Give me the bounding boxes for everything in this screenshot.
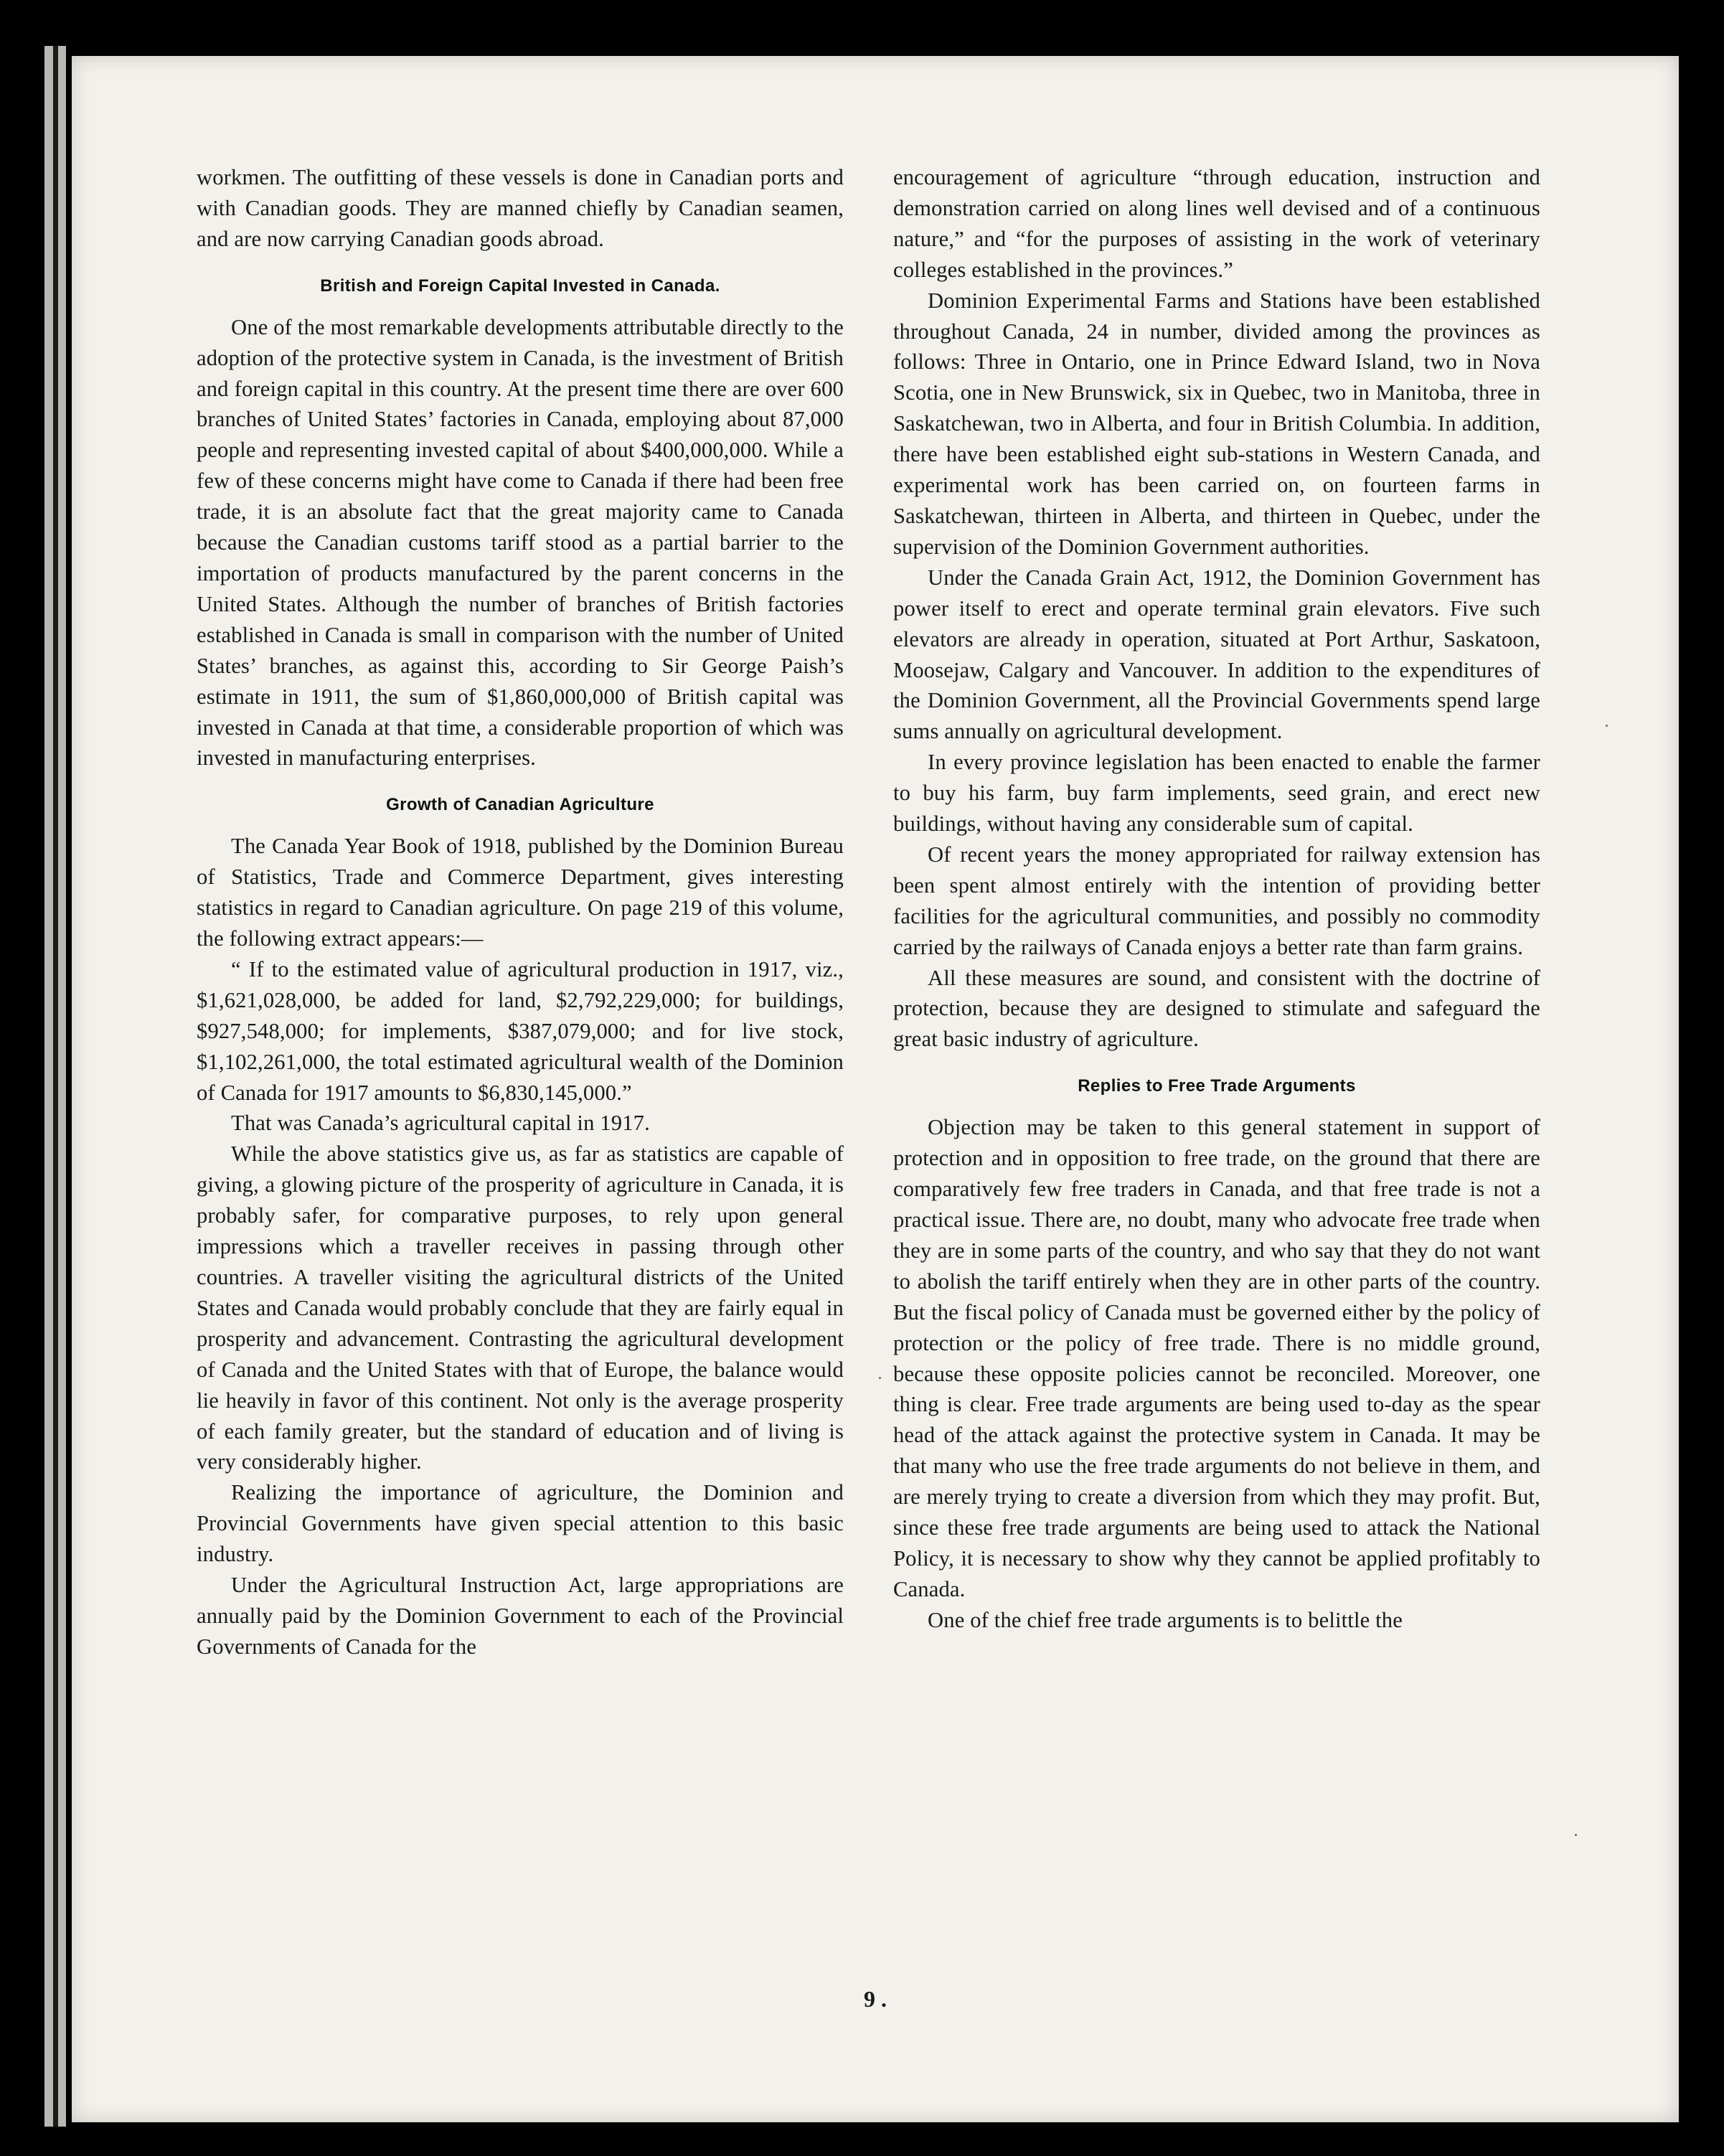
left-paragraph-6: While the above statistics give us, as far as statistics are capable of giving, a glowing picture of the prosperity of agriculture in Canada, it is probably safer, for comparative purposes, to rely upon general impressions which a traveller receives in passing through other countries. A traveller visiting the agricultural districts of the United States and Canada would probably conclude that they are fairly equal in prosperity and advancement. Contrasting the agricultural development of Canada and the United States with that of Europe, the balance would lie heavily in favor of this continent. Not only is the average prosperity of each family greater, but the standard of education and of living is very considerably higher. — [197, 1141, 844, 1474]
book-gutter — [44, 46, 66, 2127]
left-paragraph-2: One of the most remarkable developments attributable directly to the adoption of the protective system in Canada, is the investment of British and foreign capital in this country. At the present time there are over 600 branches of United States’ factories in Canada, employing about 87,000 people and representing invested capital of about $400,000,000. While a few of these concerns might have come to Canada if there had been free trade, it is an absolute fact that the great majority came to Canada because the Canadian customs tariff stood as a partial barrier to the importation of products manufactured by the parent concerns in the United States. Although the number of branches of British factories established in Canada is small in comparison with the number of United States’ branches, as against this, according to Sir George Paish’s estimate in 1911, the sum of $1,860,000,000 of British capital was invested in Canada at that time, a considerable proportion of which was invested in manufacturing enterprises. — [197, 314, 844, 771]
section-heading-free-trade-replies: Replies to Free Trade Arguments — [1078, 1076, 1356, 1096]
document-page — [72, 56, 1679, 2122]
left-paragraph-3: The Canada Year Book of 1918, published by the Dominion Bureau of Statistics, Trade and Commerce Department, gives interesting statistics in regard to Canadian agriculture. On page 219 of this volume, the following extract appears:— — [197, 834, 844, 951]
margin-mark — [879, 1377, 881, 1379]
right-paragraph-3: Under the Canada Grain Act, 1912, the Dominion Government has power itself to erect and operate terminal grain elevators. Five such elevators are already in operation, situated at Port Arthur, Saskatoon, Moosejaw, Calgary and Vancouver. In addition to the expenditures of the Dominion Government, all the Provincial Governments spend large sums annually on agricultural development. — [893, 565, 1540, 744]
left-paragraph-1: workmen. The outfitting of these vessels is done in Canadian ports and with Canadian goods. They are manned chiefly by Canadian seamen, and are now carrying Canadian goods abroad. — [197, 165, 844, 251]
right-text-column — [893, 162, 1540, 1636]
left-text-column — [197, 162, 844, 1662]
right-paragraph-5: Of recent years the money appropriated for railway extension has been spent almost entirely with the intention of providing better facilities for the agricultural communities, and possibly no commodity carried by the railways of Canada enjoys a better rate than farm grains. — [893, 842, 1540, 959]
left-paragraph-7: Realizing the importance of agriculture, the Dominion and Provincial Governments have given special attention to this basic industry. — [197, 1480, 844, 1567]
right-paragraph-4: In every province legislation has been enacted to enable the farmer to buy his farm, buy farm implements, seed grain, and erect new buildings, without having any considerable sum of capital. — [893, 750, 1540, 837]
right-paragraph-6: All these measures are sound, and consistent with the doctrine of protection, because they are designed to stimulate and safeguard the great basic industry of agriculture. — [893, 965, 1540, 1052]
margin-mark — [1606, 725, 1608, 727]
left-paragraph-5: That was Canada’s agricultural capital in 1917. — [231, 1111, 650, 1136]
right-paragraph-2: Dominion Experimental Farms and Stations have been established throughout Canada, 24 in number, divided among the provinces as follows: Three in Ontario, one in Prince Edward Island, two in Nova Scotia, one in New Brunswick, six in Quebec, two in Manitoba, three in Saskatchewan, two in Alberta, and four in British Columbia. In addition, there have been established eight sub-stations in Western Canada, and experimental work has been carried on, on fourteen farms in Saskatchewan, thirteen in Alberta, and thirteen in Quebec, under the supervision of the Dominion Government authorities. — [893, 288, 1540, 559]
margin-mark — [1575, 1834, 1577, 1836]
agricultural-wealth-quote: “ If to the estimated value of agricultural production in 1917, viz., $1,621,028,000, be added for land, $2,792,229,000; for buildings, $927,548,000; for implements, $387,079,000; and for live stock, $1,102,261,000, the total estimated agricultural wealth of the Dominion of Canada for 1917 amounts to $6,830,145,000.” — [197, 956, 844, 1105]
left-paragraph-8: Under the Agricultural Instruction Act, large appropriations are annually paid by the Dominion Government to each of the Provincial Governments of Canada for the — [197, 1573, 844, 1659]
right-paragraph-7: Objection may be taken to this general statement in support of protection and in opposition to free trade, on the ground that there are comparatively few free traders in Canada, and that free trade is not a practical issue. There are, no doubt, many who advocate free trade when they are in some parts of the country, and who say that they do not want to abolish the tariff entirely when they are in other parts of the country. But the fiscal policy of Canada must be governed either by the policy of protection or the policy of free trade. There is no middle ground, because these opposite policies cannot be reconciled. Moreover, one thing is clear. Free trade arguments are being used to-day as the spear head of the attack against the protective system in Canada. It may be that many who use the free trade arguments do not believe in them, and are merely trying to create a diversion from which they may profit. But, since these free trade arguments are being used to attack the National Policy, it is necessary to show why they cannot be applied profitably to Canada. — [893, 1115, 1540, 1601]
right-paragraph-1: encouragement of agriculture “through education, instruction and demonstration carried on along lines well devised and of a continuous nature,” and “for the purposes of assisting in the work of veterinary colleges established in the provinces.” — [893, 165, 1540, 282]
section-heading-british-foreign-capital: British and Foreign Capital Invested in Canada. — [320, 276, 720, 296]
section-heading-canadian-agriculture: Growth of Canadian Agriculture — [386, 795, 654, 815]
right-paragraph-8: One of the chief free trade arguments is to belittle the — [928, 1607, 1403, 1632]
page-number: 9 . — [864, 1986, 887, 2012]
